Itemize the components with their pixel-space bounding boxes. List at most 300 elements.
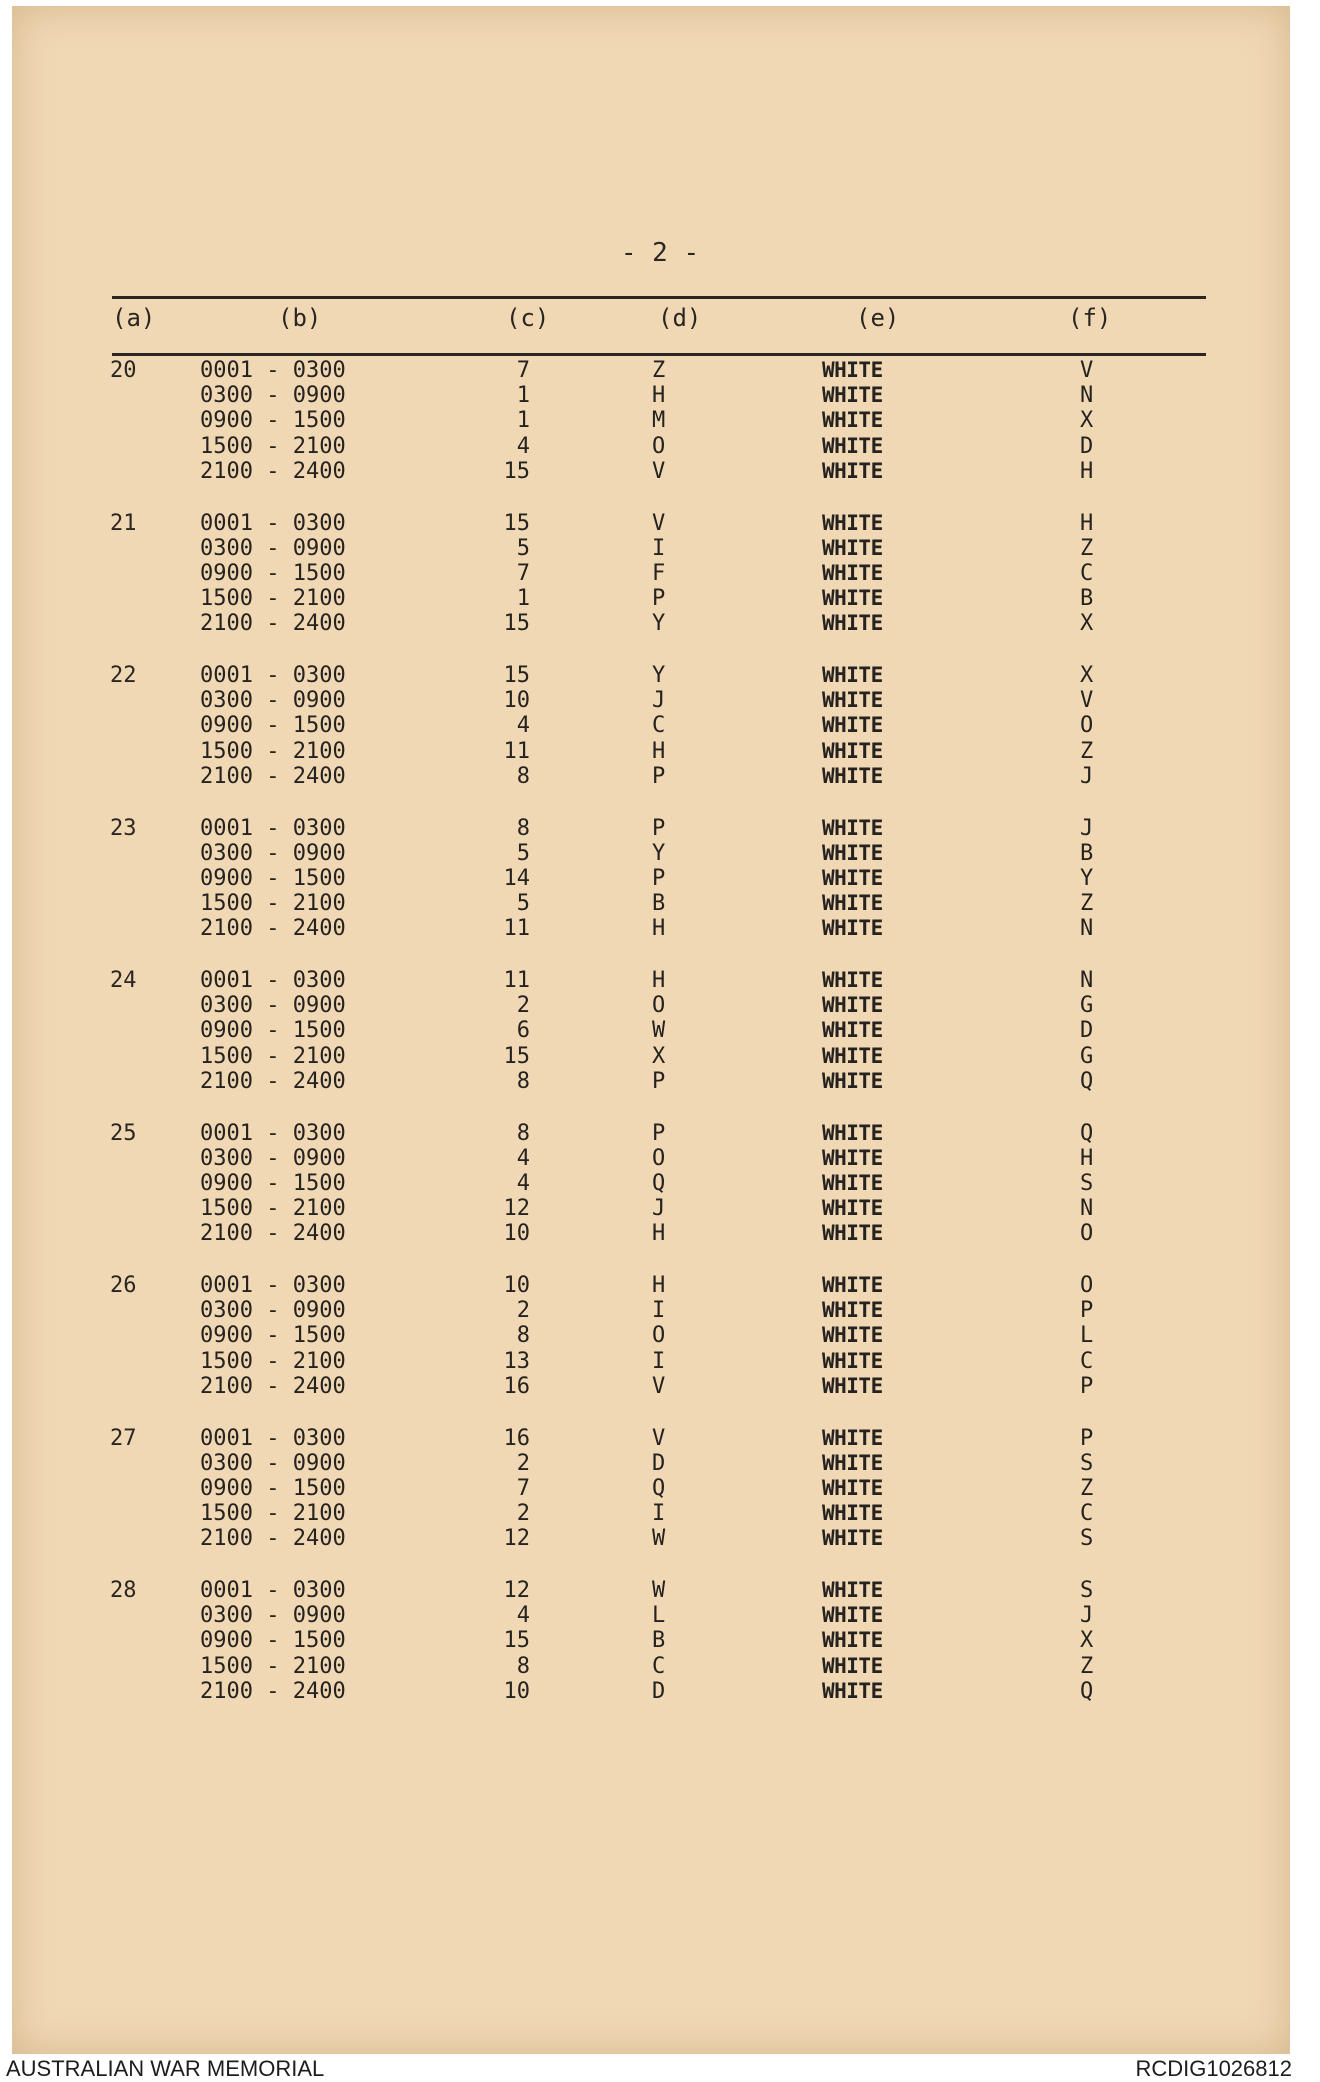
- day-number: 21: [110, 510, 137, 536]
- column-f-cell: Z: [1080, 1475, 1094, 1501]
- column-f-cell: X: [1080, 408, 1094, 434]
- column-f-cell: P: [1080, 1425, 1094, 1451]
- time-period-cell: 0900 - 1500: [200, 560, 346, 586]
- time-period-cell: 0900 - 1500: [200, 408, 346, 434]
- column-d-cell: O: [652, 993, 666, 1019]
- column-f-cell: H: [1080, 1145, 1094, 1171]
- column-f-cell: D: [1080, 1018, 1094, 1044]
- time-period-cell: 0900 - 1500: [200, 1170, 346, 1196]
- column-f-cell: C: [1080, 1348, 1094, 1374]
- time-period-cell: 1500 - 2100: [200, 1348, 346, 1374]
- column-d-cell: Q: [652, 1170, 666, 1196]
- column-f-cell: N: [1080, 968, 1094, 993]
- column-e-cell: WHITE: [822, 1425, 883, 1450]
- column-f-cell: Q: [1080, 1678, 1094, 1704]
- table-row: [0, 764, 1320, 789]
- column-e-cell: WHITE: [822, 713, 883, 738]
- table-row: [0, 1426, 1320, 1451]
- column-d-cell: V: [652, 1425, 666, 1451]
- day-number: 28: [110, 1578, 137, 1603]
- column-c-cell: 11: [503, 738, 530, 764]
- column-e-cell: WHITE: [822, 968, 883, 992]
- column-d-cell: P: [652, 586, 666, 612]
- column-c-cell: 12: [503, 1526, 530, 1552]
- column-f-cell: O: [1080, 1273, 1094, 1298]
- table-row: [0, 1654, 1320, 1679]
- column-f-cell: N: [1080, 1196, 1094, 1222]
- column-f-cell: Z: [1080, 535, 1094, 561]
- column-f-cell: S: [1080, 1450, 1094, 1476]
- day-group: [0, 663, 1320, 823]
- column-c-cell: 10: [503, 1221, 530, 1247]
- column-f-cell: H: [1080, 510, 1094, 536]
- column-d-cell: J: [652, 688, 666, 714]
- column-c-cell: 15: [503, 663, 530, 688]
- time-period-cell: 0900 - 1500: [200, 1628, 346, 1654]
- table-row: [0, 1298, 1320, 1323]
- column-f-cell: P: [1080, 1373, 1094, 1399]
- column-c-cell: 1: [516, 383, 530, 409]
- column-c-cell: 15: [503, 611, 530, 637]
- column-f-cell: V: [1080, 358, 1094, 383]
- column-d-cell: J: [652, 1196, 666, 1222]
- time-period-cell: 0300 - 0900: [200, 383, 346, 409]
- time-period-cell: 0001 - 0300: [200, 1578, 346, 1603]
- column-d-cell: B: [652, 1628, 666, 1654]
- table-row: [0, 841, 1320, 866]
- column-e-cell: WHITE: [822, 865, 883, 890]
- table-row: [0, 1628, 1320, 1653]
- time-period-cell: 2100 - 2400: [200, 1068, 346, 1094]
- column-c-cell: 15: [503, 510, 530, 536]
- column-header-b: (b): [278, 304, 322, 332]
- day-number: 24: [110, 968, 137, 993]
- column-c-cell: 4: [516, 433, 530, 459]
- column-d-cell: C: [652, 713, 666, 739]
- table-row: [0, 1121, 1320, 1146]
- table-row: [0, 383, 1320, 408]
- time-period-cell: 0001 - 0300: [200, 1273, 346, 1298]
- column-e-cell: WHITE: [822, 1603, 883, 1628]
- column-e-cell: WHITE: [822, 1578, 883, 1602]
- column-e-cell: WHITE: [822, 433, 883, 458]
- column-d-cell: H: [652, 916, 666, 942]
- table-row: [0, 408, 1320, 433]
- column-c-cell: 10: [503, 1273, 530, 1298]
- table-row: [0, 1349, 1320, 1374]
- column-e-cell: WHITE: [822, 1526, 883, 1551]
- time-period-cell: 0900 - 1500: [200, 865, 346, 891]
- day-number: 20: [110, 358, 137, 383]
- table-row: [0, 1069, 1320, 1094]
- column-e-cell: WHITE: [822, 458, 883, 483]
- column-c-cell: 16: [503, 1425, 530, 1451]
- time-period-cell: 0300 - 0900: [200, 1145, 346, 1171]
- column-d-cell: I: [652, 1348, 666, 1374]
- table-row: [0, 1476, 1320, 1501]
- column-c-cell: 4: [516, 713, 530, 739]
- time-period-cell: 2100 - 2400: [200, 1221, 346, 1247]
- column-e-cell: WHITE: [822, 535, 883, 560]
- column-c-cell: 2: [516, 1501, 530, 1527]
- column-f-cell: Y: [1080, 865, 1094, 891]
- time-period-cell: 0001 - 0300: [200, 358, 346, 383]
- time-period-cell: 0300 - 0900: [200, 840, 346, 866]
- column-e-cell: WHITE: [822, 1273, 883, 1297]
- column-c-cell: 16: [503, 1373, 530, 1399]
- column-f-cell: Q: [1080, 1120, 1094, 1146]
- column-e-cell: WHITE: [822, 891, 883, 916]
- column-header-d: (d): [658, 304, 702, 332]
- time-period-cell: 2100 - 2400: [200, 1373, 346, 1399]
- day-group: [0, 1426, 1320, 1586]
- column-e-cell: WHITE: [822, 1653, 883, 1678]
- column-d-cell: L: [652, 1603, 666, 1629]
- table-row: [0, 561, 1320, 586]
- archive-footer: [0, 2054, 1320, 2082]
- column-c-cell: 1: [516, 586, 530, 612]
- column-e-cell: WHITE: [822, 688, 883, 713]
- column-c-cell: 8: [516, 1068, 530, 1094]
- column-f-cell: B: [1080, 840, 1094, 866]
- column-f-cell: O: [1080, 713, 1094, 739]
- column-d-cell: Q: [652, 1475, 666, 1501]
- table-row: [0, 1018, 1320, 1043]
- column-d-cell: P: [652, 865, 666, 891]
- column-e-cell: WHITE: [822, 815, 883, 840]
- column-c-cell: 14: [503, 865, 530, 891]
- table-row: [0, 1196, 1320, 1221]
- column-d-cell: H: [652, 968, 666, 993]
- column-d-cell: H: [652, 1221, 666, 1247]
- table-row: [0, 816, 1320, 841]
- column-d-cell: V: [652, 510, 666, 536]
- table-row: [0, 713, 1320, 738]
- column-e-cell: WHITE: [822, 738, 883, 763]
- column-f-cell: N: [1080, 383, 1094, 409]
- column-d-cell: D: [652, 1450, 666, 1476]
- column-e-cell: WHITE: [822, 840, 883, 865]
- column-c-cell: 10: [503, 688, 530, 714]
- time-period-cell: 0300 - 0900: [200, 1603, 346, 1629]
- column-e-cell: WHITE: [822, 1348, 883, 1373]
- column-e-cell: WHITE: [822, 1170, 883, 1195]
- day-group: [0, 968, 1320, 1128]
- time-period-cell: 0001 - 0300: [200, 663, 346, 688]
- time-period-cell: 0900 - 1500: [200, 713, 346, 739]
- column-f-cell: H: [1080, 458, 1094, 484]
- column-e-cell: WHITE: [822, 586, 883, 611]
- column-c-cell: 4: [516, 1145, 530, 1171]
- table-row: [0, 358, 1320, 383]
- column-e-cell: WHITE: [822, 1298, 883, 1323]
- table-row: [0, 1044, 1320, 1069]
- column-d-cell: Y: [652, 663, 666, 688]
- column-d-cell: X: [652, 1043, 666, 1069]
- column-d-cell: F: [652, 560, 666, 586]
- column-f-cell: X: [1080, 663, 1094, 688]
- column-d-cell: P: [652, 815, 666, 841]
- time-period-cell: 0001 - 0300: [200, 1425, 346, 1451]
- column-f-cell: C: [1080, 560, 1094, 586]
- column-d-cell: H: [652, 738, 666, 764]
- column-f-cell: O: [1080, 1221, 1094, 1247]
- column-c-cell: 4: [516, 1170, 530, 1196]
- table-row: [0, 459, 1320, 484]
- table-row: [0, 1526, 1320, 1551]
- column-d-cell: Z: [652, 358, 666, 383]
- footer-institution: AUSTRALIAN WAR MEMORIAL: [6, 2056, 325, 2081]
- column-d-cell: P: [652, 1068, 666, 1094]
- table-row: [0, 968, 1320, 993]
- column-f-cell: B: [1080, 586, 1094, 612]
- day-number: 22: [110, 663, 137, 688]
- column-e-cell: WHITE: [822, 1145, 883, 1170]
- day-group: [0, 358, 1320, 518]
- column-f-cell: S: [1080, 1578, 1094, 1603]
- column-d-cell: Y: [652, 611, 666, 637]
- day-group: [0, 1273, 1320, 1433]
- time-period-cell: 2100 - 2400: [200, 1678, 346, 1704]
- column-e-cell: WHITE: [822, 663, 883, 687]
- column-c-cell: 15: [503, 458, 530, 484]
- time-period-cell: 0900 - 1500: [200, 1018, 346, 1044]
- time-period-cell: 0300 - 0900: [200, 1450, 346, 1476]
- column-e-cell: WHITE: [822, 611, 883, 636]
- table-row: [0, 1171, 1320, 1196]
- column-e-cell: WHITE: [822, 510, 883, 535]
- table-row: [0, 688, 1320, 713]
- column-d-cell: Y: [652, 840, 666, 866]
- column-c-cell: 8: [516, 815, 530, 841]
- column-e-cell: WHITE: [822, 1221, 883, 1246]
- column-d-cell: M: [652, 408, 666, 434]
- column-e-cell: WHITE: [822, 1373, 883, 1398]
- time-period-cell: 2100 - 2400: [200, 458, 346, 484]
- column-d-cell: O: [652, 433, 666, 459]
- column-d-cell: W: [652, 1578, 666, 1603]
- day-number: 27: [110, 1425, 137, 1451]
- table-row: [0, 536, 1320, 561]
- column-c-cell: 15: [503, 1628, 530, 1654]
- column-c-cell: 10: [503, 1678, 530, 1704]
- table-row: [0, 891, 1320, 916]
- table-row: [0, 1679, 1320, 1704]
- column-f-cell: Z: [1080, 1653, 1094, 1679]
- column-c-cell: 12: [503, 1196, 530, 1222]
- column-e-cell: WHITE: [822, 560, 883, 585]
- column-f-cell: V: [1080, 688, 1094, 714]
- column-e-cell: WHITE: [822, 1628, 883, 1653]
- column-c-cell: 13: [503, 1348, 530, 1374]
- table-row: [0, 1374, 1320, 1399]
- column-f-cell: X: [1080, 611, 1094, 637]
- day-group: [0, 511, 1320, 671]
- column-header-c: (c): [506, 304, 550, 332]
- column-c-cell: 8: [516, 1323, 530, 1349]
- column-c-cell: 15: [503, 1043, 530, 1069]
- column-f-cell: G: [1080, 1043, 1094, 1069]
- time-period-cell: 0001 - 0300: [200, 510, 346, 536]
- column-c-cell: 8: [516, 1653, 530, 1679]
- column-c-cell: 2: [516, 1298, 530, 1324]
- header-top-rule: [112, 296, 1206, 299]
- column-f-cell: D: [1080, 433, 1094, 459]
- column-c-cell: 7: [516, 560, 530, 586]
- column-c-cell: 5: [516, 840, 530, 866]
- column-e-cell: WHITE: [822, 763, 883, 788]
- column-d-cell: D: [652, 1678, 666, 1704]
- table-row: [0, 1603, 1320, 1628]
- table-row: [0, 866, 1320, 891]
- day-number: 26: [110, 1273, 137, 1298]
- column-e-cell: WHITE: [822, 408, 883, 433]
- column-c-cell: 8: [516, 763, 530, 789]
- header-bottom-rule: [112, 353, 1206, 356]
- column-f-cell: Q: [1080, 1068, 1094, 1094]
- column-c-cell: 6: [516, 1018, 530, 1044]
- time-period-cell: 0900 - 1500: [200, 1323, 346, 1349]
- column-e-cell: WHITE: [822, 1120, 883, 1145]
- time-period-cell: 0300 - 0900: [200, 535, 346, 561]
- day-group: [0, 816, 1320, 976]
- column-f-cell: S: [1080, 1170, 1094, 1196]
- column-c-cell: 7: [516, 1475, 530, 1501]
- time-period-cell: 2100 - 2400: [200, 1526, 346, 1552]
- column-e-cell: WHITE: [822, 916, 883, 941]
- column-e-cell: WHITE: [822, 358, 883, 382]
- column-f-cell: N: [1080, 916, 1094, 942]
- column-f-cell: G: [1080, 993, 1094, 1019]
- time-period-cell: 1500 - 2100: [200, 433, 346, 459]
- column-d-cell: W: [652, 1526, 666, 1552]
- column-d-cell: P: [652, 763, 666, 789]
- table-row: [0, 586, 1320, 611]
- column-c-cell: 5: [516, 535, 530, 561]
- column-c-cell: 2: [516, 993, 530, 1019]
- page-number: - 2 -: [620, 238, 700, 268]
- time-period-cell: 2100 - 2400: [200, 763, 346, 789]
- table-row: [0, 1273, 1320, 1298]
- table-row: [0, 1221, 1320, 1246]
- table-row: [0, 663, 1320, 688]
- time-period-cell: 2100 - 2400: [200, 916, 346, 942]
- table-row: [0, 511, 1320, 536]
- column-f-cell: S: [1080, 1526, 1094, 1552]
- column-d-cell: I: [652, 1298, 666, 1324]
- table-row: [0, 1451, 1320, 1476]
- table-row: [0, 1323, 1320, 1348]
- day-number: 23: [110, 815, 137, 841]
- column-e-cell: WHITE: [822, 1018, 883, 1043]
- column-f-cell: X: [1080, 1628, 1094, 1654]
- table-row: [0, 993, 1320, 1018]
- column-e-cell: WHITE: [822, 993, 883, 1018]
- column-e-cell: WHITE: [822, 1450, 883, 1475]
- column-d-cell: W: [652, 1018, 666, 1044]
- column-e-cell: WHITE: [822, 1323, 883, 1348]
- column-f-cell: J: [1080, 1603, 1094, 1629]
- column-c-cell: 11: [503, 968, 530, 993]
- day-group: [0, 1121, 1320, 1281]
- column-c-cell: 8: [516, 1120, 530, 1146]
- table-row: [0, 1146, 1320, 1171]
- time-period-cell: 2100 - 2400: [200, 611, 346, 637]
- column-d-cell: I: [652, 535, 666, 561]
- table-row: [0, 611, 1320, 636]
- column-e-cell: WHITE: [822, 1068, 883, 1093]
- column-d-cell: V: [652, 1373, 666, 1399]
- column-f-cell: J: [1080, 815, 1094, 841]
- time-period-cell: 0001 - 0300: [200, 1120, 346, 1146]
- time-period-cell: 0300 - 0900: [200, 993, 346, 1019]
- time-period-cell: 0001 - 0300: [200, 968, 346, 993]
- table-row: [0, 739, 1320, 764]
- column-header-a: (a): [112, 304, 156, 332]
- column-c-cell: 5: [516, 891, 530, 917]
- column-f-cell: P: [1080, 1298, 1094, 1324]
- column-d-cell: I: [652, 1501, 666, 1527]
- column-d-cell: H: [652, 1273, 666, 1298]
- column-c-cell: 2: [516, 1450, 530, 1476]
- column-e-cell: WHITE: [822, 1043, 883, 1068]
- column-c-cell: 1: [516, 408, 530, 434]
- column-f-cell: Z: [1080, 891, 1094, 917]
- table-row: [0, 1578, 1320, 1603]
- column-d-cell: O: [652, 1323, 666, 1349]
- column-c-cell: 11: [503, 916, 530, 942]
- column-c-cell: 4: [516, 1603, 530, 1629]
- column-f-cell: Z: [1080, 738, 1094, 764]
- footer-record-id: RCDIG1026812: [1135, 2056, 1292, 2081]
- table-row: [0, 916, 1320, 941]
- day-number: 25: [110, 1120, 137, 1146]
- time-period-cell: 1500 - 2100: [200, 1653, 346, 1679]
- time-period-cell: 1500 - 2100: [200, 738, 346, 764]
- day-group: [0, 1578, 1320, 1738]
- time-period-cell: 0300 - 0900: [200, 688, 346, 714]
- time-period-cell: 1500 - 2100: [200, 1043, 346, 1069]
- column-c-cell: 12: [503, 1578, 530, 1603]
- table-row: [0, 434, 1320, 459]
- column-e-cell: WHITE: [822, 383, 883, 408]
- column-header-f: (f): [1068, 304, 1112, 332]
- column-d-cell: P: [652, 1120, 666, 1146]
- column-d-cell: C: [652, 1653, 666, 1679]
- time-period-cell: 0900 - 1500: [200, 1475, 346, 1501]
- column-e-cell: WHITE: [822, 1475, 883, 1500]
- table-row: [0, 1501, 1320, 1526]
- column-d-cell: B: [652, 891, 666, 917]
- time-period-cell: 0001 - 0300: [200, 815, 346, 841]
- column-c-cell: 7: [516, 358, 530, 383]
- time-period-cell: 1500 - 2100: [200, 891, 346, 917]
- column-d-cell: H: [652, 383, 666, 409]
- column-header-e: (e): [856, 304, 900, 332]
- column-e-cell: WHITE: [822, 1196, 883, 1221]
- column-e-cell: WHITE: [822, 1678, 883, 1703]
- time-period-cell: 1500 - 2100: [200, 586, 346, 612]
- time-period-cell: 1500 - 2100: [200, 1196, 346, 1222]
- column-f-cell: C: [1080, 1501, 1094, 1527]
- column-e-cell: WHITE: [822, 1501, 883, 1526]
- time-period-cell: 0300 - 0900: [200, 1298, 346, 1324]
- column-d-cell: O: [652, 1145, 666, 1171]
- column-f-cell: L: [1080, 1323, 1094, 1349]
- column-f-cell: J: [1080, 763, 1094, 789]
- time-period-cell: 1500 - 2100: [200, 1501, 346, 1527]
- column-d-cell: V: [652, 458, 666, 484]
